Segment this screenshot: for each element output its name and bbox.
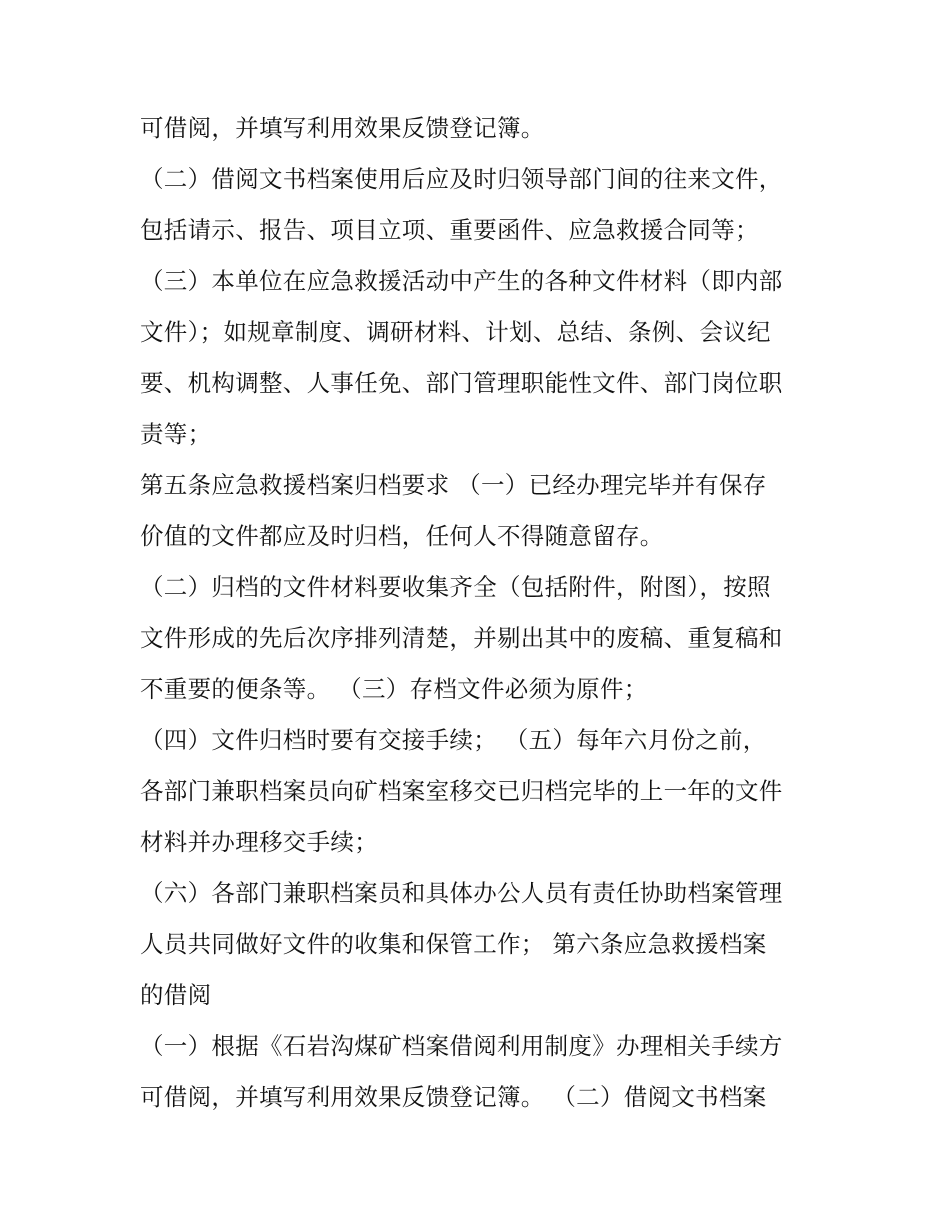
text-line: 价值的文件都应及时归档，任何人不得随意留存。 xyxy=(140,522,664,550)
text-line: 的借阅 xyxy=(140,981,212,1009)
text-line: 可借阅，并填写利用效果反馈登记簿。 xyxy=(140,114,545,142)
text-line: （六）各部门兼职档案员和具体办公人员有责任协助档案管理 xyxy=(140,879,783,907)
text-line: （四）文件归档时要有交接手续； （五）每年六月份之前， xyxy=(140,726,767,754)
text-line: （三）本单位在应急救援活动中产生的各种文件材料（即内部 xyxy=(140,267,783,295)
text-line: （二）归档的文件材料要收集齐全（包括附件，附图），按照 xyxy=(140,573,771,601)
text-line: 各部门兼职档案员向矿档案室移交已归档完毕的上一年的文件 xyxy=(140,777,783,805)
text-line: 材料并办理移交手续； xyxy=(140,828,378,856)
text-line: 包括请示、报告、项目立项、重要函件、应急救援合同等； xyxy=(140,216,759,244)
text-line: 责等； xyxy=(140,420,212,448)
text-line: 文件）；如规章制度、调研材料、计划、总结、条例、会议纪 xyxy=(140,318,771,346)
text-line: 第五条应急救援档案归档要求 （一）已经办理完毕并有保存 xyxy=(140,471,767,499)
text-line: 人员共同做好文件的收集和保管工作； 第六条应急救援档案 xyxy=(140,930,767,958)
document-body xyxy=(140,103,820,1123)
text-line: 文件形成的先后次序排列清楚，并剔出其中的废稿、重复稿和 xyxy=(140,624,783,652)
text-line: 不重要的便条等。 （三）存档文件必须为原件； xyxy=(140,675,648,703)
text-line: （二）借阅文书档案使用后应及时归领导部门间的往来文件， xyxy=(140,165,783,193)
text-line: （一）根据《石岩沟煤矿档案借阅利用制度》办理相关手续方 xyxy=(140,1032,783,1060)
text-line: 可借阅，并填写利用效果反馈登记簿。 （二）借阅文书档案 xyxy=(140,1083,767,1111)
text-line: 要、机构调整、人事任免、部门管理职能性文件、部门岗位职 xyxy=(140,369,783,397)
